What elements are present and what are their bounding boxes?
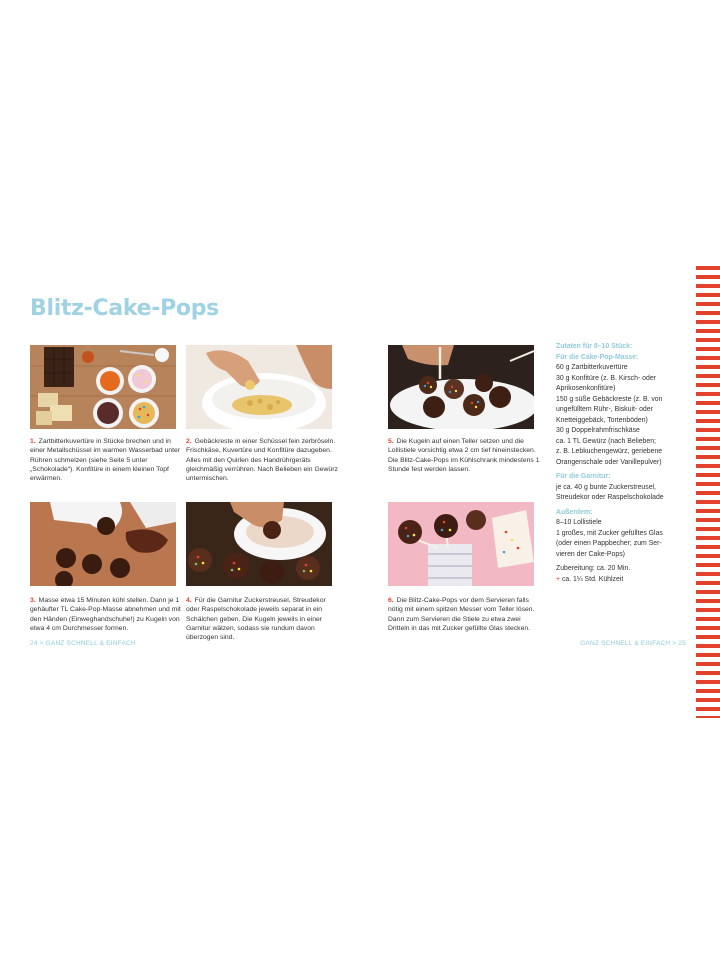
stripe — [696, 446, 720, 450]
step-2 — [186, 437, 338, 483]
step-text: Gebäckreste in einer Schüssel fein zerbröseln. Frischkäse, Kuvertüre und Konfitüre dazugeben. Alles mit den Quirlen des Handrührgeräts gleichmäßig verrühren. Nach Belieben ein Gewürz untermischen. — [186, 438, 338, 483]
stripe — [696, 311, 720, 315]
photo-step-6-serving — [388, 502, 534, 586]
ingredient-line: 150 g süße Gebäckreste (z. B. von — [556, 395, 663, 403]
step-5 — [388, 437, 540, 474]
stripe — [696, 401, 720, 405]
stripe — [696, 563, 720, 567]
ingredient-line: ca. 1 TL Gewürz (nach Belieben; — [556, 437, 656, 445]
recipe-title: Blitz-Cake-Pops — [30, 296, 219, 321]
stripe — [696, 500, 720, 504]
photo-step-3-rolling-balls — [30, 502, 176, 586]
stripe — [696, 464, 720, 468]
stripe — [696, 275, 720, 279]
ingredient-line: Streudekor oder Raspelschokolade — [556, 494, 664, 501]
stripe — [696, 284, 720, 288]
stripe — [696, 293, 720, 297]
stripe — [696, 527, 720, 531]
stripe — [696, 338, 720, 342]
chapter-title-left: GANZ SCHNELL & EINFACH — [45, 640, 136, 647]
ingredient-line: 1 großes, mit Zucker gefülltes Glas — [556, 529, 663, 537]
stripe — [696, 689, 720, 693]
extra-section-label: Außerdem: — [556, 508, 593, 516]
step-number: 4. — [186, 597, 192, 604]
stripe — [696, 671, 720, 675]
photo-step-5-pops-on-plate — [388, 345, 534, 429]
step-1 — [30, 437, 182, 483]
stripe — [696, 428, 720, 432]
stripe — [696, 356, 720, 360]
stripe — [696, 518, 720, 522]
stripe — [696, 266, 720, 270]
plus-sign: + — [556, 575, 561, 583]
stripe — [696, 716, 720, 718]
page-number-right: 25 — [678, 640, 686, 647]
footer-right — [580, 640, 686, 647]
ingredient-line: (oder einen Pappbecher; zum Ser- — [556, 540, 662, 547]
footer-separator: > — [39, 640, 44, 647]
stripe — [696, 365, 720, 369]
decorative-stripe-border — [696, 266, 720, 718]
step-3 — [30, 596, 182, 633]
mass-ingredients-list — [556, 363, 686, 468]
stripe — [696, 626, 720, 630]
stripe — [696, 509, 720, 513]
ingredient-line: 8–10 Lollistiele — [556, 519, 602, 526]
step-text: Zartbitterkuvertüre in Stücke brechen und in einer Metallschüssel im warmen Wasserbad unter Rühren schmelzen (siehe Seite 5 unter „Schokolade“). Konfitüre in einem kleinen Topf erwärmen. — [30, 438, 181, 483]
stripe — [696, 707, 720, 711]
ingredient-line: vieren der Cake-Pops) — [556, 550, 625, 558]
stripe — [696, 617, 720, 621]
mass-section-label: Für die Cake-Pop-Masse: — [556, 353, 639, 361]
stripe — [696, 320, 720, 324]
step-number: 1. — [30, 438, 36, 445]
ingredient-line: Orangenschale oder Vanillepulver) — [556, 458, 662, 466]
stripe — [696, 572, 720, 576]
stripe — [696, 554, 720, 558]
photo-step-1-ingredients — [30, 345, 176, 429]
photo-step-4-coating — [186, 502, 332, 586]
stripe — [696, 635, 720, 639]
ingredients-yield-label: Zutaten für 8–10 Stück: — [556, 343, 633, 350]
stripe — [696, 680, 720, 684]
ingredient-line: ungefülltem Rühr-, Biskuit- oder — [556, 406, 653, 413]
stripe — [696, 329, 720, 333]
ingredient-line: z. B. Lebkuchengewürz, geriebene — [556, 448, 663, 455]
step-number: 2. — [186, 438, 192, 445]
chapter-title-right: GANZ SCHNELL & EINFACH — [580, 640, 671, 647]
step-text: Die Kugeln auf einen Teller setzen und die Lollistiele vorsichtig etwa 2 cm tief hineinstecken. Die Blitz-Cake-Pops im Kühlschrank mindestens 1 Stunde fest werden lassen. — [388, 438, 540, 473]
stripe — [696, 302, 720, 306]
ingredient-line: je ca. 40 g bunte Zuckerstreusel, — [556, 483, 656, 491]
photo-step-2-crumbling — [186, 345, 332, 429]
stripe — [696, 374, 720, 378]
footer-left — [30, 640, 136, 647]
ingredient-line: 60 g Zartbitterkuvertüre — [556, 364, 628, 371]
step-6 — [388, 596, 540, 633]
stripe — [696, 608, 720, 612]
footer-separator: > — [672, 640, 677, 647]
stripe — [696, 437, 720, 441]
step-4 — [186, 596, 338, 642]
stripe — [696, 347, 720, 351]
step-number: 6. — [388, 597, 394, 604]
stripe — [696, 491, 720, 495]
stripe — [696, 392, 720, 396]
stripe — [696, 455, 720, 459]
prep-time: Zubereitung: ca. 20 Min. — [556, 565, 631, 572]
page-number-left: 24 — [30, 640, 38, 647]
stripe — [696, 419, 720, 423]
stripe — [696, 644, 720, 648]
stripe — [696, 581, 720, 585]
ingredients-sidebar — [556, 342, 686, 585]
step-text: Für die Garnitur Zuckerstreusel, Streudekor oder Raspelschokolade jeweils separat in ein Schälchen geben. Die Kugeln jeweils in einer Garnitur wälzen, sodass sie rundum davon überzogen sind. — [186, 597, 326, 642]
stripe — [696, 662, 720, 666]
step-number: 5. — [388, 438, 394, 445]
stripe — [696, 545, 720, 549]
stripe — [696, 473, 720, 477]
step-number: 3. — [30, 597, 36, 604]
ingredient-line: Knetteiggebäck, Tortenböden) — [556, 416, 648, 424]
step-text: Die Blitz-Cake-Pops vor dem Servieren falls nötig mit einem spitzen Messer vom Teller lösen. Dann zum Servieren die Stiele zu etwa zwei Dritteln in das mit Zucker gefüllte Glas stecken. — [388, 597, 535, 632]
stripe — [696, 590, 720, 594]
stripe — [696, 698, 720, 702]
stripe — [696, 482, 720, 486]
ingredient-line: 30 g Doppelrahmfrischkäse — [556, 427, 640, 434]
chill-time-text: ca. 1¼ Std. Kühlzeit — [561, 575, 624, 583]
stripe — [696, 410, 720, 414]
step-text: Masse etwa 15 Minuten kühl stellen. Dann je 1 gehäufter TL Cake-Pop-Masse abnehmen und mit den Händen (Einweghandschuhe!) zu Kugeln von etwa 4 cm Durchmesser formen. — [30, 597, 181, 632]
garnish-section-label: Für die Garnitur: — [556, 473, 611, 480]
ingredient-line: Aprikosenkonfitüre) — [556, 385, 616, 392]
stripe — [696, 383, 720, 387]
ingredient-line: 30 g Konfitüre (z. B. Kirsch- oder — [556, 374, 656, 382]
chill-time — [556, 575, 686, 586]
stripe — [696, 536, 720, 540]
stripe — [696, 599, 720, 603]
stripe — [696, 653, 720, 657]
